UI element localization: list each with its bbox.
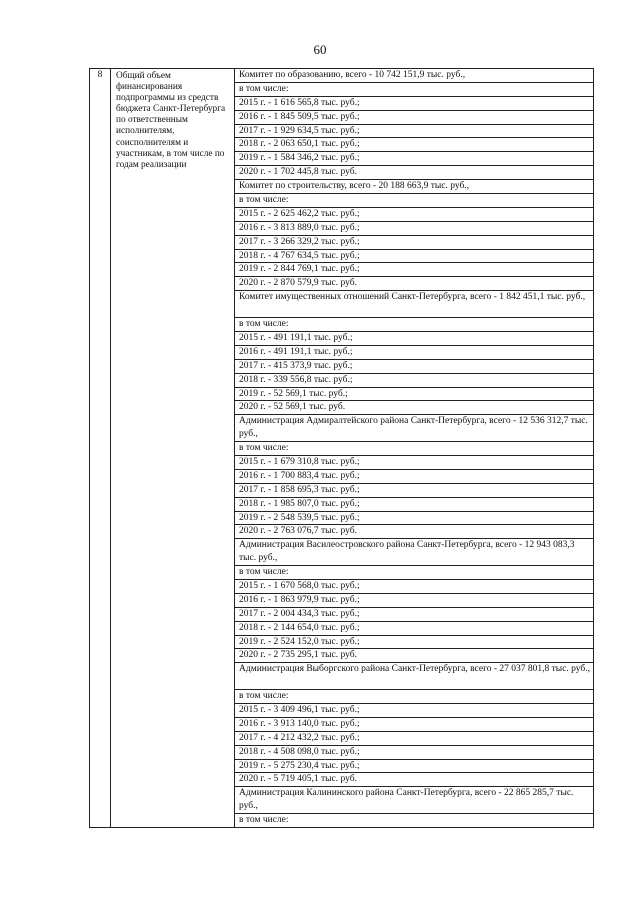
funding-line: Комитет по образованию, всего - 10 742 151,9 тыс. руб., xyxy=(235,69,594,83)
funding-line: 2017 г. - 4 212 432,2 тыс. руб.; xyxy=(235,731,594,745)
funding-line: в том числе: xyxy=(235,318,594,332)
financing-table-body xyxy=(90,69,594,828)
funding-line: 2020 г. - 2 763 076,7 тыс. руб. xyxy=(235,525,594,539)
funding-line: 2015 г. - 2 625 462,2 тыс. руб.; xyxy=(235,207,594,221)
funding-line: 2018 г. - 2 144 654,0 тыс. руб.; xyxy=(235,621,594,635)
financing-table xyxy=(89,68,594,828)
funding-line: 2019 г. - 5 275 230,4 тыс. руб.; xyxy=(235,759,594,773)
funding-line: 2018 г. - 1 985 807,0 тыс. руб.; xyxy=(235,497,594,511)
funding-line: 2015 г. - 1 679 310,8 тыс. руб.; xyxy=(235,455,594,469)
executor-total-line: Администрация Василеостровского района Санкт-Петербурга, всего - 12 943 083,3 тыс. руб., xyxy=(235,539,594,566)
funding-line: 2017 г. - 3 266 329,2 тыс. руб.; xyxy=(235,235,594,249)
funding-line: 2015 г. - 1 616 565,8 тыс. руб.; xyxy=(235,96,594,110)
funding-line: 2015 г. - 3 409 496,1 тыс. руб.; xyxy=(235,704,594,718)
funding-line: 2019 г. - 2 844 769,1 тыс. руб.; xyxy=(235,263,594,277)
funding-line: 2019 г. - 52 569,1 тыс. руб.; xyxy=(235,387,594,401)
funding-line: 2016 г. - 1 700 883,4 тыс. руб.; xyxy=(235,469,594,483)
funding-line: 2015 г. - 491 191,1 тыс. руб.; xyxy=(235,331,594,345)
funding-line: 2017 г. - 415 373,9 тыс. руб.; xyxy=(235,359,594,373)
row-description: Общий объем финансирования подпрограммы из средств бюджета Санкт-Петербурга по ответственным исполнителям, соисполнителям и участникам, в том числе по годам реализации xyxy=(111,69,235,828)
funding-line: 2016 г. - 491 191,1 тыс. руб.; xyxy=(235,345,594,359)
funding-line: 2019 г. - 2 548 539,5 тыс. руб.; xyxy=(235,511,594,525)
funding-line: в том числе: xyxy=(235,566,594,580)
funding-line: 2019 г. - 2 524 152,0 тыс. руб.; xyxy=(235,635,594,649)
funding-line: 2018 г. - 339 556,8 тыс. руб.; xyxy=(235,373,594,387)
funding-line: в том числе: xyxy=(235,194,594,208)
funding-line: 2018 г. - 2 063 650,1 тыс. руб.; xyxy=(235,138,594,152)
executor-total-line: Администрация Калининского района Санкт-Петербурга, всего - 22 865 285,7 тыс. руб., xyxy=(235,787,594,814)
funding-line: Комитет по строительству, всего - 20 188 663,9 тыс. руб., xyxy=(235,180,594,194)
funding-line: в том числе: xyxy=(235,690,594,704)
funding-line: 2017 г. - 1 929 634,5 тыс. руб.; xyxy=(235,124,594,138)
funding-line: 2016 г. - 3 813 889,0 тыс. руб.; xyxy=(235,221,594,235)
row-number: 8 xyxy=(90,69,111,828)
funding-line: 2017 г. - 2 004 434,3 тыс. руб.; xyxy=(235,607,594,621)
funding-line: в том числе: xyxy=(235,814,594,828)
table-row xyxy=(90,69,594,83)
funding-line: 2016 г. - 3 913 140,0 тыс. руб.; xyxy=(235,717,594,731)
funding-line: 2020 г. - 52 569,1 тыс. руб. xyxy=(235,401,594,415)
executor-total-line: Администрация Адмиралтейского района Санкт-Петербурга, всего - 12 536 312,7 тыс. руб., xyxy=(235,415,594,442)
funding-line: 2018 г. - 4 767 634,5 тыс. руб.; xyxy=(235,249,594,263)
funding-line: 2015 г. - 1 670 568,0 тыс. руб.; xyxy=(235,580,594,594)
executor-total-line: Администрация Выборгского района Санкт-Петербурга, всего - 27 037 801,8 тыс. руб., xyxy=(235,663,594,690)
funding-line: в том числе: xyxy=(235,442,594,456)
funding-line: 2020 г. - 2 870 579,9 тыс. руб. xyxy=(235,277,594,291)
funding-line: 2019 г. - 1 584 346,2 тыс. руб.; xyxy=(235,152,594,166)
funding-line: 2016 г. - 1 863 979,9 тыс. руб.; xyxy=(235,593,594,607)
page-number: 60 xyxy=(313,42,327,57)
funding-line: 2017 г. - 1 858 695,3 тыс. руб.; xyxy=(235,483,594,497)
funding-line: 2018 г. - 4 508 098,0 тыс. руб.; xyxy=(235,745,594,759)
funding-line: 2020 г. - 2 735 295,1 тыс. руб. xyxy=(235,649,594,663)
funding-line: 2016 г. - 1 845 509,5 тыс. руб.; xyxy=(235,110,594,124)
funding-line: 2020 г. - 5 719 405,1 тыс. руб. xyxy=(235,773,594,787)
executor-total-line: Комитет имущественных отношений Санкт-Петербурга, всего - 1 842 451,1 тыс. руб., xyxy=(235,291,594,318)
funding-line: 2020 г. - 1 702 445,8 тыс. руб. xyxy=(235,166,594,180)
funding-line: в том числе: xyxy=(235,82,594,96)
